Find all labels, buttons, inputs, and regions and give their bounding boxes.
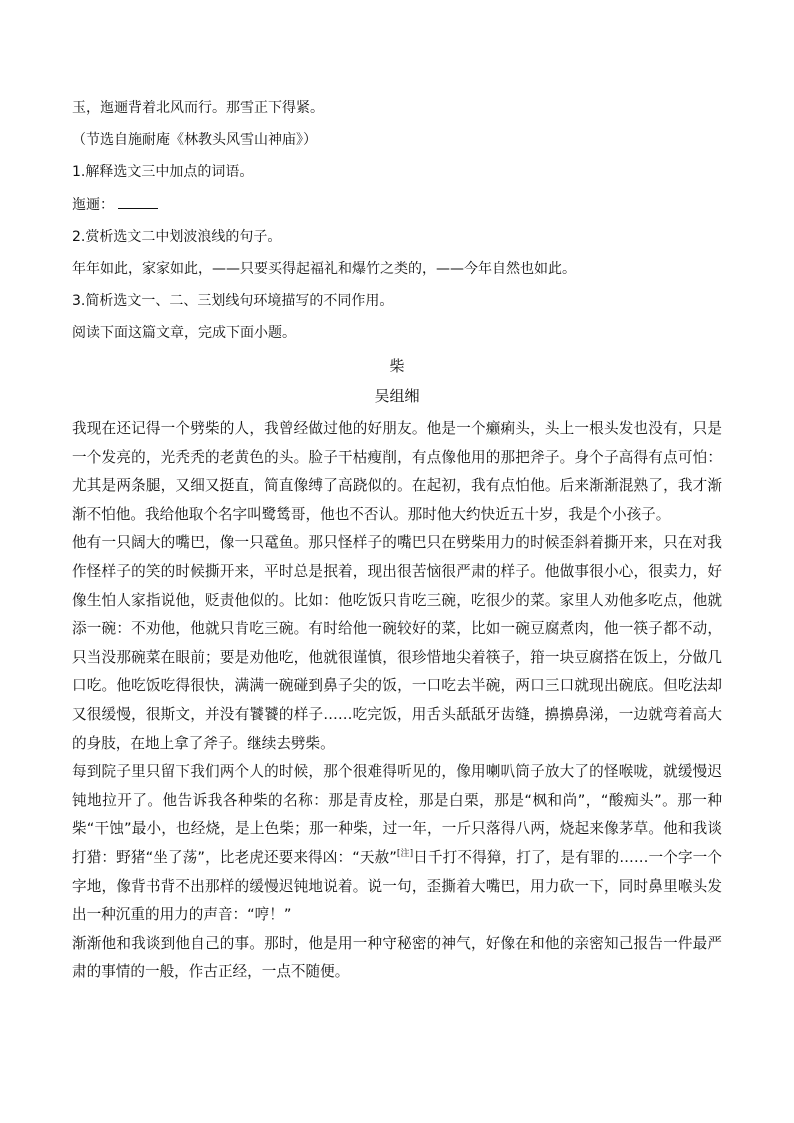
answer-blank xyxy=(118,194,158,209)
paragraph-text: 每到院子里只留下我们两个人的时候，那个很难得听见的，像用喇叭筒子放大了的怪喉咙，就缓慢迟钝地拉开了。他告诉我各种柴的名称：那是青皮栓，那是白栗，那是“枫和尚”，“酸痴头”。那一种柴“干蚀”最小，也经烧，是上色柴；那一种柴，过一年，一斤只落得八两，烧起来像茅草。他和我谈打猎：野猪“坐了荡”，比老虎还要来得凶：“天赦” xyxy=(72,763,722,866)
article-author: 吴组缃 xyxy=(374,387,420,405)
article-paragraph xyxy=(72,758,722,930)
question-2: 2.赏析选文二中划波浪线的句子。 xyxy=(72,229,282,245)
article-paragraph: 他有一只阔大的嘴巴，像一只鼋鱼。那只怪样子的嘴巴只在劈柴用力的时候歪斜着撕开来，只在对我作怪样子的笑的时候撕开来，平时总是抿着，现出很苦恼很严肃的样子。他做事很小心，很卖力，好像生怕人家指说他，贬责他似的。比如：他吃饭只肯吃三碗，吃很少的菜。家里人劝他多吃点，他就添一碗：不劝他，他就只肯吃三碗。有时给他一碗较好的菜，比如一碗豆腐煮肉，他一筷子都不动，只当没那碗菜在眼前；要是劝他吃，他就很谨慎，很珍惜地尖着筷子，箝一块豆腐搭在饭上，分做几口吃。他吃饭吃得很快，满满一碗碰到鼻子尖的饭，一口吃去半碗，两口三口就现出碗底。但吃法却又很缓慢，很斯文，并没有饕饕的样子……吃完饭，用舌头舐舐牙齿缝，擤擤鼻涕，一边就弯着高大的身肢，在地上拿了斧子。继续去劈柴。 xyxy=(72,534,722,752)
article-title: 柴 xyxy=(389,357,405,375)
question-3: 3.简析选文一、二、三划线句环境描写的不同作用。 xyxy=(72,293,394,309)
paragraph-text: 日千打不得獐，打了，是有罪的……一个字一个字地，像背书背不出那样的缓慢迟钝地说着。说一句，歪撕着大嘴巴，用力砍一下，同时鼻里喉头发出一种沉重的用力的声音：“哼！” xyxy=(72,848,722,924)
article-body xyxy=(72,415,722,987)
reading-instruction: 阅读下面这篇文章，完成下面小题。 xyxy=(72,325,296,341)
source-citation: （节选自施耐庵《林教头风雪山神庙》） xyxy=(72,132,317,148)
footnote-marker: [注] xyxy=(396,849,414,860)
article-paragraph: 我现在还记得一个劈柴的人，我曾经做过他的好朋友。他是一个癞痢头，头上一根头发也没有，只是一个发亮的，光秃秃的老黄色的头。脸子干枯瘦削，有点像他用的那把斧子。身个子高得有点可怕：尤其是两条腿，又细又挺直，简直像缚了高跷似的。在起初，我有点怕他。后来渐渐混熟了，我才渐渐不怕他。我给他取个名字叫鹭鸶哥，他也不否认。那时他大约快近五十岁，我是个小孩子。 xyxy=(72,420,722,523)
question-1-term xyxy=(72,194,722,215)
question-1: 1.解释选文三中加点的词语。 xyxy=(72,164,254,180)
text-line: 玉，迤逦背着北风而行。那雪正下得紧。 xyxy=(72,100,324,116)
question-2-quote: 年年如此，家家如此，——只要买得起福礼和爆竹之类的，——今年自然也如此。 xyxy=(72,261,576,277)
article-paragraph: 渐渐他和我谈到他自己的事。那时，他是用一种守秘密的神气，好像在和他的亲密知己报告一件最严肃的事情的一般，作古正经，一点不随便。 xyxy=(72,934,722,981)
document-page xyxy=(72,98,722,987)
term-label: 迤逦： xyxy=(72,197,114,213)
